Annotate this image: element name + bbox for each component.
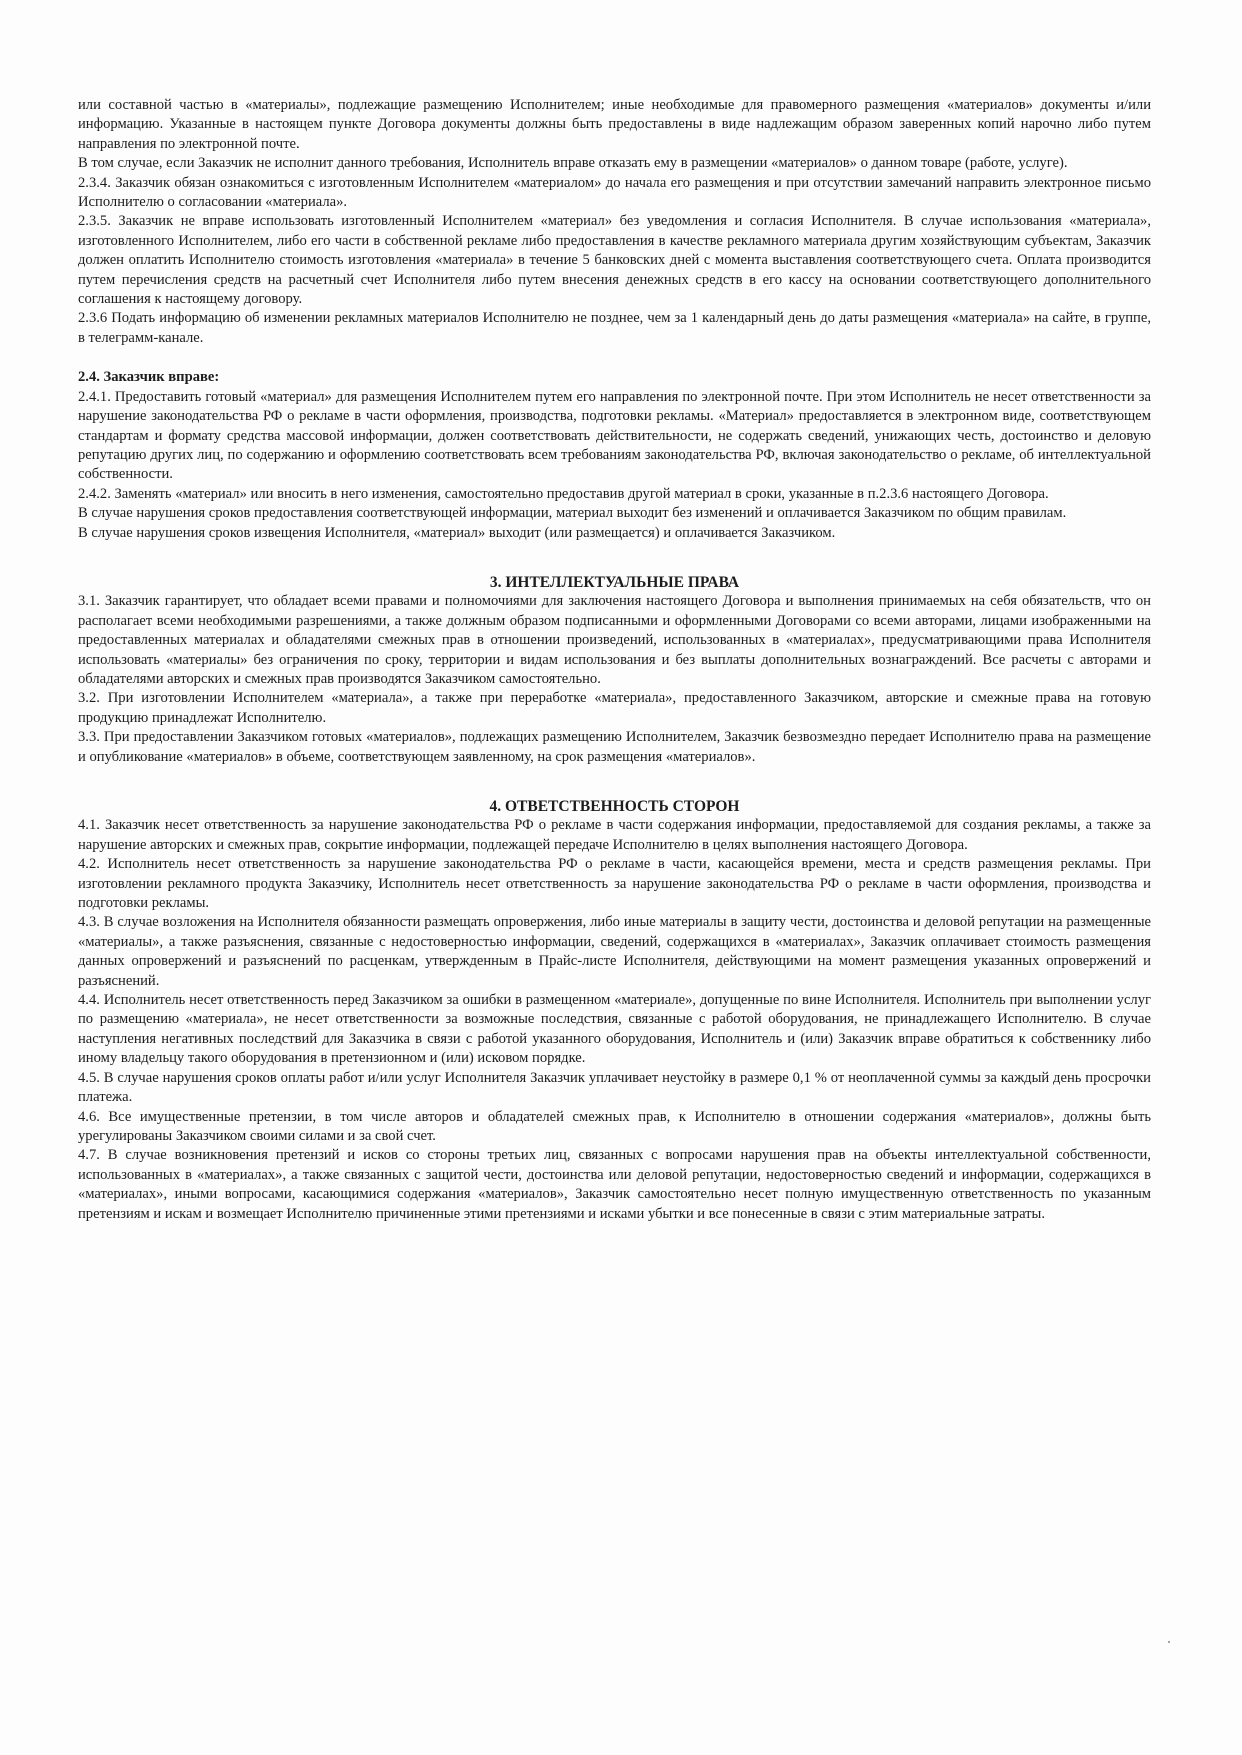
section-2-4 [78,368,1151,543]
document-body [78,96,1151,1224]
clause-2-3-5: 2.3.5. Заказчик не вправе использовать изготовленный Исполнителем «материал» без уведомления и согласия Исполнителя. В случае использования «материала», изготовленного Исполнителем, либо его части в собственной рекламе либо предоставления в качестве рекламного материала другим хозяйствующим субъектам, Заказчик должен оплатить Исполнителю стоимость изготовления «материала» в течение 5 банковских дней с момента выставления соответствующего счета. Оплата производится путем перечисления средств на расчетный счет Исполнителя либо путем внесения денежных средств в его кассу на основании соответствующего дополнительного соглашения к настоящему договору. [78,213,1151,308]
section-4-title: 4. ОТВЕТСТВЕННОСТЬ СТОРОН [489,798,740,815]
section-4 [78,797,1151,1224]
section-2-4-paragraph: В случае нарушения сроков извещения Исполнителя, «материал» выходит (или размещается) и оплачивается Заказчиком. [78,524,836,541]
intro-block [78,96,1151,348]
clause-4-1: 4.1. Заказчик несет ответственность за нарушение законодательства РФ о рекламе в части содержания информации, предоставляемой для создания рекламы, а также за нарушение авторских и смежных прав, сокрытие информации, подлежащей передаче Исполнителю в целях выполнения настоящего Договора. [78,817,1151,853]
clause-3-1: 3.1. Заказчик гарантирует, что обладает всеми правами и полномочиями для заключения настоящего Договора и выполнения принимаемых на себя обязательств, что он располагает всеми необходимыми разрешениями, а также должным образом подписанными и оформленными Договорами со всеми авторами, лицами изображенными на предоставленных материалах и обладателями смежных прав в отношении произведений, использованных в «материалах», предусматривающими права Исполнителя использовать «материалы» без ограничения по сроку, территории и видам использования и без выплаты дополнительных вознаграждений. Все расчеты с авторами и обладателями авторских и смежных прав производятся Заказчиком самостоятельно. [78,593,1151,687]
section-2-4-paragraph: В случае нарушения сроков предоставления соответствующей информации, материал выходит без изменений и оплачивается Заказчиком по общим правилам. [78,505,1067,522]
section-2-4-heading: 2.4. Заказчик вправе: [78,369,220,386]
scan-speck [1168,1641,1170,1643]
clause-4-3: 4.3. В случае возложения на Исполнителя обязанности размещать опровержения, либо иные материалы в защиту чести, достоинства и деловой репутации на размещенные «материалы», а также разъяснения, связанные с недостоверностью информации, сведений, содержащихся в «материалах», Заказчик оплачивает стоимость размещения данных опровержений и разъяснений по расценкам, утвержденным в Прайс-листе Исполнителя, действующими на момент размещения указанных опровержений и разъяснений. [78,914,1151,989]
clause-3-2: 3.2. При изготовлении Исполнителем «материала», а также при переработке «материала», предоставленного Заказчиком, авторские и смежные права на готовую продукцию принадлежат Исполнителю. [78,690,1151,726]
clause-3-3: 3.3. При предоставлении Заказчиком готовых «материалов», подлежащих размещению Исполнителем, Заказчик безвозмездно передает Исполнителю права на размещение и опубликование «материалов» в объеме, соответствующем заявленному, на срок размещения «материалов». [78,729,1151,765]
intro-paragraph: или составной частью в «материалы», подлежащие размещению Исполнителем; иные необходимые для правомерного размещения «материалов» документы и/или информацию. Указанные в настоящем пункте Договора документы должны быть предоставлены в виде надлежащим образом заверенных копий нарочно либо путем направления по электронной почте. [78,97,1151,152]
clause-4-6: 4.6. Все имущественные претензии, в том числе авторов и обладателей смежных прав, к Исполнителю в отношении содержания «материалов», должны быть урегулированы Заказчиком своими силами и за свой счет. [78,1108,1151,1144]
intro-paragraph: В том случае, если Заказчик не исполнит данного требования, Исполнитель вправе отказать ему в размещении «материалов» о данном товаре (работе, услуге). [78,155,1068,172]
clause-4-2: 4.2. Исполнитель несет ответственность за нарушение законодательства РФ о рекламе в части, касающейся времени, места и средств размещения рекламы. При изготовлении рекламного продукта Заказчику, Исполнитель несет ответственность за нарушение законодательства РФ о рекламе в части оформления, производства и подготовки рекламы. [78,856,1151,912]
clause-4-4: 4.4. Исполнитель несет ответственность перед Заказчиком за ошибки в размещенном «материале», допущенные по вине Исполнителя. Исполнитель при выполнении услуг по размещению «материала», не несет ответственности за возможные последствия, связанные с работой оборудования, не принадлежащего Исполнителю. В случае наступления негативных последствий для Заказчика в связи с работой указанного оборудования, Исполнитель и (или) Заказчик вправе обратиться к собственнику либо иному владельцу такого оборудования в претензионном и (или) исковом порядке. [78,992,1151,1067]
clause-2-4-2: 2.4.2. Заменять «материал» или вносить в него изменения, самостоятельно предоставив другой материал в сроки, указанные в п.2.3.6 настоящего Договора. [78,485,1049,502]
section-3-title: 3. ИНТЕЛЛЕКТУАЛЬНЫЕ ПРАВА [489,573,740,591]
section-3 [78,573,1151,767]
clause-4-7: 4.7. В случае возникновения претензий и исков со стороны третьих лиц, связанных с вопросами нарушения прав на объекты интеллектуальной собственности, использованных в «материалах», а также связанных с защитой чести, достоинства или деловой репутации, недостоверностью сведений и информации, содержащихся в «материалах», иными вопросами, касающимися содержания «материалов», Заказчик самостоятельно несет полную имущественную ответственность по указанным претензиям и искам и возмещает Исполнителю причиненные этими претензиями и исками убытки и все понесенные в связи с этим материальные затраты. [78,1147,1151,1222]
clause-2-3-6: 2.3.6 Подать информацию об изменении рекламных материалов Исполнителю не позднее, чем за 1 календарный день до даты размещения «материала» на сайте, в группе, в телеграмм-канале. [78,310,1151,346]
clause-2-4-1: 2.4.1. Предоставить готовый «материал» для размещения Исполнителем путем его направления по электронной почте. При этом Исполнитель не несет ответственности за нарушение законодательства РФ о рекламе в части оформления, производства, подготовки рекламы. «Материал» предоставляется в электронном виде, соответствующем стандартам и формату средства массовой информации, должен соответствовать действительности, не содержать сведений, унижающих честь, достоинство и деловую репутацию других лиц, по содержанию и оформлению соответствовать всем требованиям законодательства РФ, включая законодательство о рекламе, об интеллектуальной собственности. [78,388,1151,483]
clause-4-5: 4.5. В случае нарушения сроков оплаты работ и/или услуг Исполнителя Заказчик уплачивает неустойку в размере 0,1 % от неоплаченной суммы за каждый день просрочки платежа. [78,1069,1151,1106]
clause-2-3-4: 2.3.4. Заказчик обязан ознакомиться с изготовленным Исполнителем «материалом» до начала его размещения и при отсутствии замечаний направить электронное письмо Исполнителю о согласовании «материала». [78,174,1151,211]
